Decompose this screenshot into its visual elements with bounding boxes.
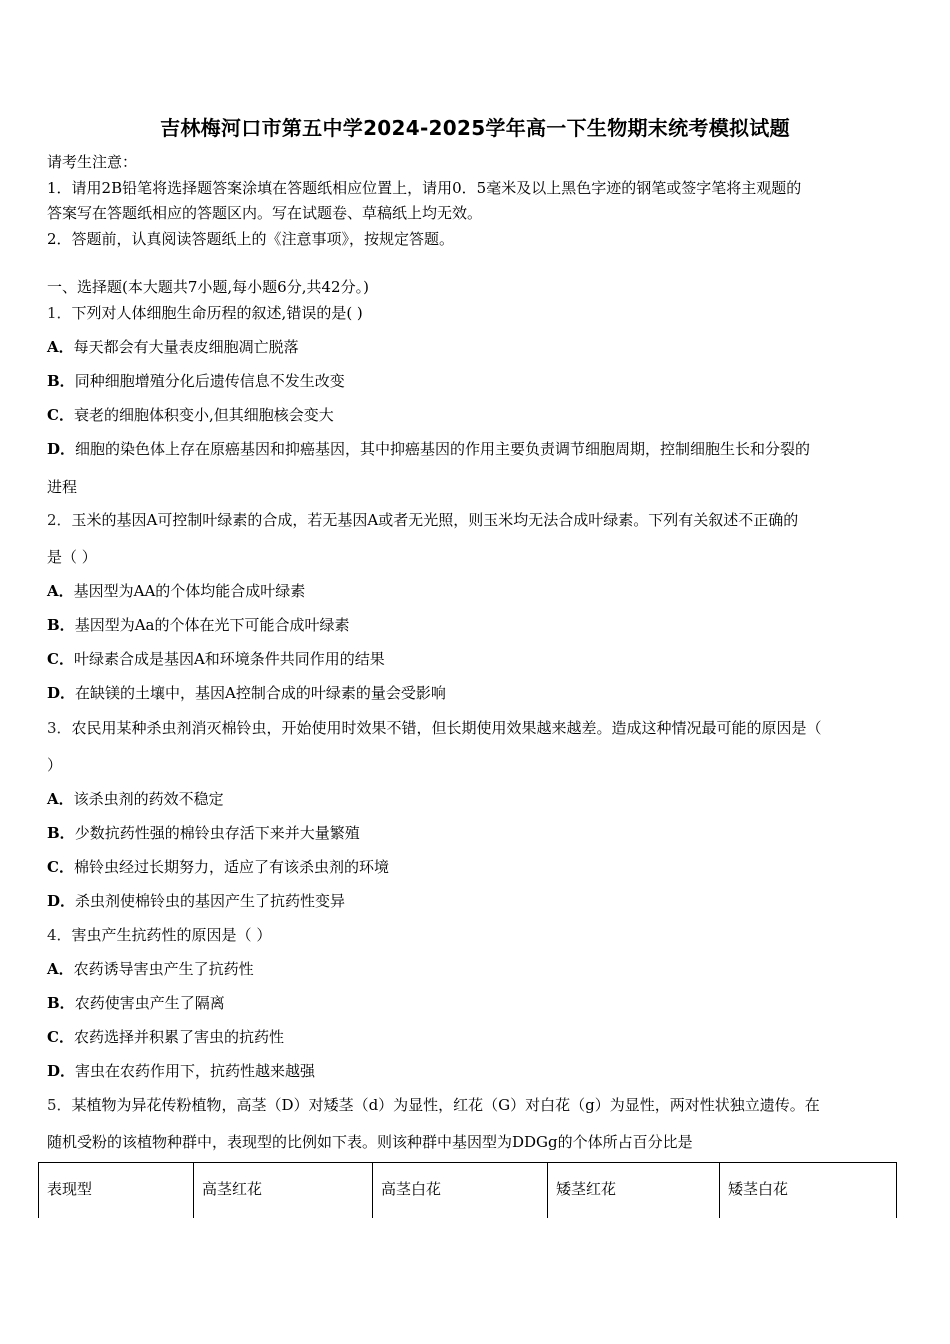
table-header-cell: 高茎白花 [373,1163,548,1218]
question-number: 4． [47,926,72,944]
notice-item-1-line-1: 1．请用2B铅笔将选择题答案涂填在答题纸相应位置上，请用0．5毫米及以上黑色字迹的钢笔或签字笔将主观题的 [47,179,802,197]
question-1-option-d: D．细胞的染色体上存在原癌基因和抑癌基因，其中抑癌基因的作用主要负责调节细胞周期，控制细胞生长和分裂的 [47,440,811,458]
question-1-option-c: C．衰老的细胞体积变小,但其细胞核会变大 [47,406,334,424]
question-number: 2． [47,511,72,529]
phenotype-table [38,1162,897,1218]
question-4-option-a: A．农药诱导害虫产生了抗药性 [47,960,254,978]
question-2-option-b: B．基因型为Aa的个体在光下可能合成叶绿素 [47,616,350,634]
question-3-option-c: C．棉铃虫经过长期努力，适应了有该杀虫剂的环境 [47,858,389,876]
question-3-stem-continued: ） [47,756,63,774]
table-header-cell: 表现型 [39,1163,194,1218]
table-header-cell: 矮茎白花 [720,1163,897,1218]
question-3-option-a: A．该杀虫剂的药效不稳定 [47,790,224,808]
question-2-option-d: D．在缺镁的土壤中，基因A控制合成的叶绿素的量会受影响 [47,684,446,702]
notice-item-2: 2．答题前，认真阅读答题纸上的《注意事项》，按规定答题。 [47,230,455,248]
question-1-option-b: B．同种细胞增殖分化后遗传信息不发生改变 [47,372,345,390]
question-1-option-a: A．每天都会有大量表皮细胞凋亡脱落 [47,338,299,356]
question-1-stem: 1．下列对人体细胞生命历程的叙述,错误的是( ) [47,304,363,322]
question-4-stem: 4．害虫产生抗药性的原因是（ ） [47,926,272,944]
question-2-option-c: C．叶绿素合成是基因A和环境条件共同作用的结果 [47,650,385,668]
question-3-option-b: B．少数抗药性强的棉铃虫存活下来并大量繁殖 [47,824,360,842]
question-1-option-d-continued: 进程 [47,478,78,496]
notice-heading: 请考生注意： [47,153,138,171]
section-heading: 一、选择题(本大题共7小题,每小题6分,共42分。) [47,278,369,296]
notice-item-1-line-2: 答案写在答题纸相应的答题区内。写在试题卷、草稿纸上均无效。 [47,204,483,222]
table-row [39,1163,897,1218]
question-number: 3． [47,719,72,737]
question-5-stem: 5．某植物为异花传粉植物，高茎（D）对矮茎（d）为显性，红花（G）对白花（g）为显性，两对性状独立遗传。在 [47,1096,820,1114]
page-title: 吉林梅河口市第五中学2024-2025学年高一下生物期末统考模拟试题 [160,116,790,140]
table-header-cell: 高茎红花 [194,1163,373,1218]
question-2-stem-continued: 是（ ） [47,548,97,566]
table-header-cell: 矮茎红花 [548,1163,720,1218]
question-4-option-c: C．农药选择并积累了害虫的抗药性 [47,1028,284,1046]
question-3-option-d: D．杀虫剂使棉铃虫的基因产生了抗药性变异 [47,892,346,910]
question-4-option-d: D．害虫在农药作用下，抗药性越来越强 [47,1062,316,1080]
question-4-option-b: B．农药使害虫产生了隔离 [47,994,225,1012]
question-2-stem: 2．玉米的基因A可控制叶绿素的合成，若无基因A或者无光照，则玉米均无法合成叶绿素。下列有关叙述不正确的 [47,511,799,529]
question-2-option-a: A．基因型为AA的个体均能合成叶绿素 [47,582,306,600]
question-number: 1． [47,304,72,322]
question-number: 5． [47,1096,72,1114]
question-5-stem-continued: 随机受粉的该植物种群中，表现型的比例如下表。则该种群中基因型为DDGg的个体所占百分比是 [47,1133,693,1151]
question-3-stem: 3．农民用某种杀虫剂消灭棉铃虫，开始使用时效果不错，但长期使用效果越来越差。造成这种情况最可能的原因是（ [47,719,822,737]
